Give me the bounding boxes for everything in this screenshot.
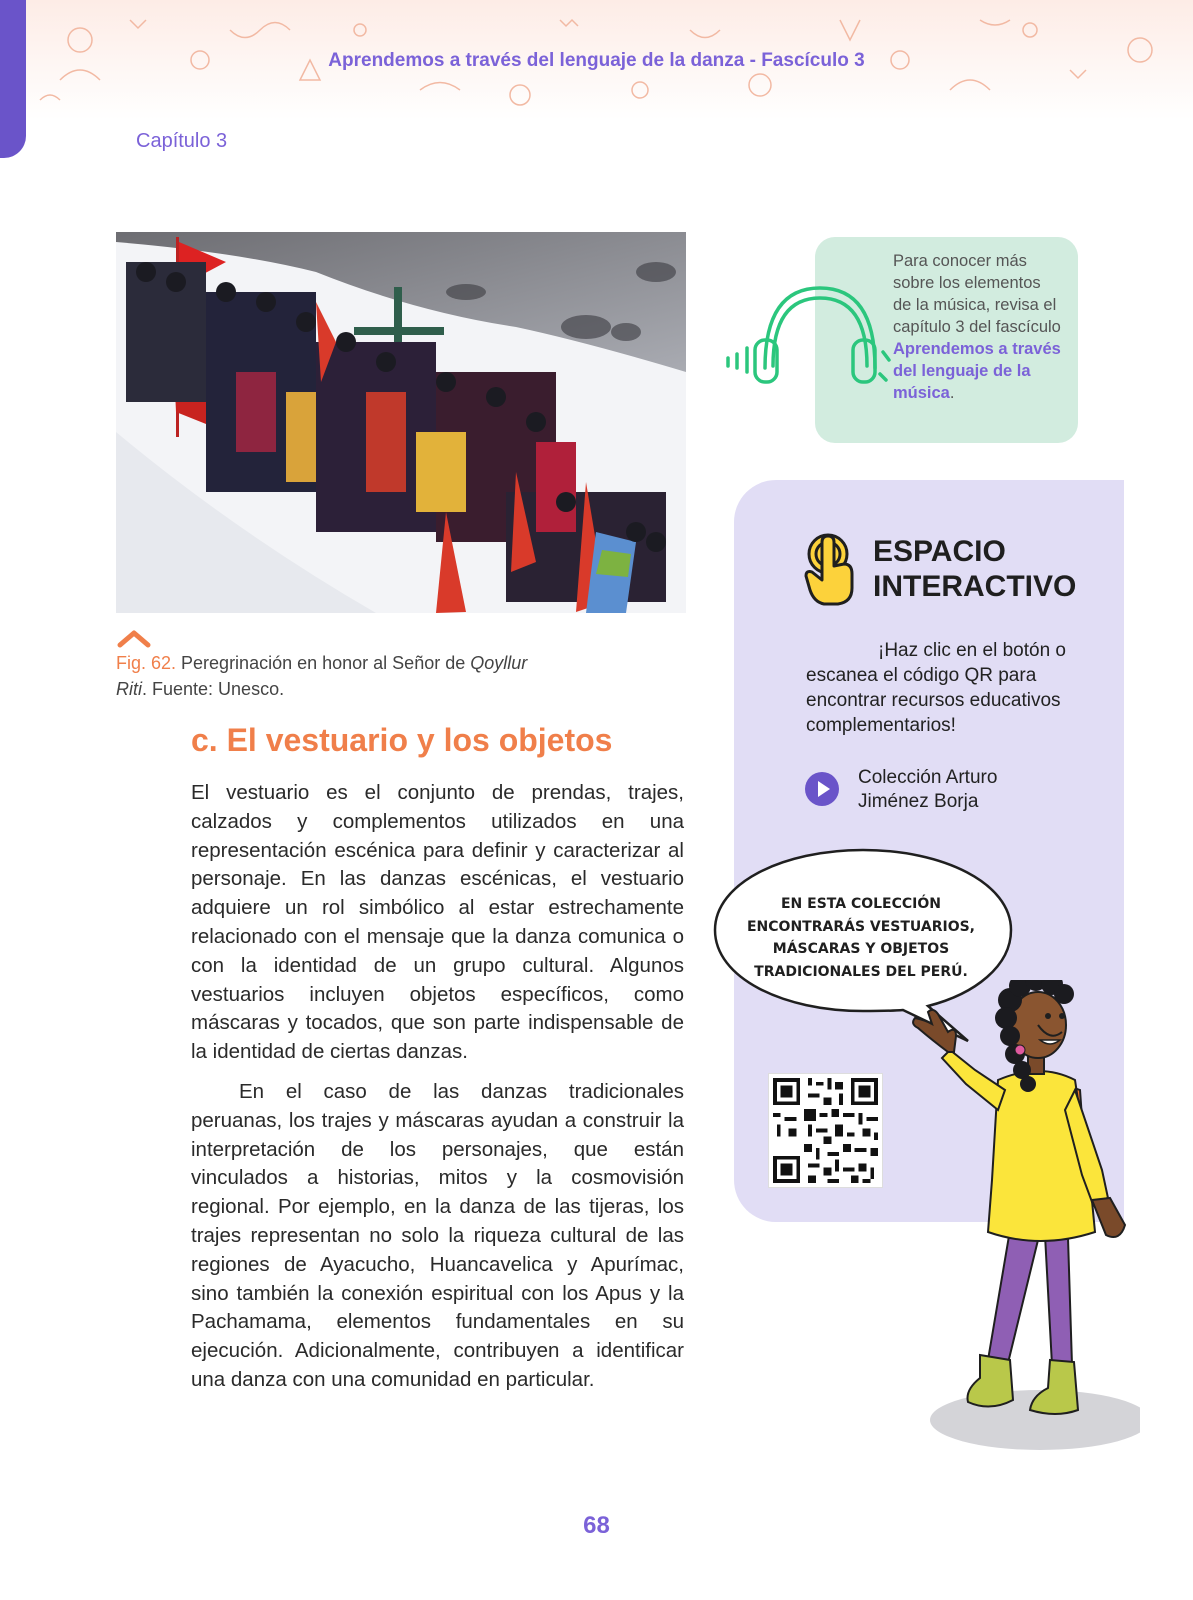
caption-source: . Fuente: Unesco. [142, 679, 285, 699]
chapter-tab [0, 0, 26, 158]
play-button[interactable] [805, 772, 839, 806]
speech-bubble-text: EN ESTA COLECCIÓN ENCONTRARÁS VESTUARIOS, MÁSCARAS Y OBJETOS TRADICIONALES DEL PERÚ. [746, 896, 975, 980]
body-paragraph-2: En el caso de las danzas tradicionales peruanas, los trajes y máscaras ayudan a construir la interpretación de los personajes, que están vinculados a historias, mitos y la cosmovisión regional. Por ejemplo, en la danza de las tijeras, los trajes representan no solo la riqueza cultural de las regiones de Ayacucho, Huancavelica y Apurímac, sino también la conexión espiritual con los Apus y la Pachamama, elementos fundamentales en su ejecución. Adicionalmente, contribuyen a identificar una danza con una comunidad en particular. [191, 1080, 684, 1391]
tip-end: . [949, 384, 955, 402]
pilgrimage-photo [116, 232, 686, 613]
page-number: 68 [583, 1512, 610, 1539]
section-title: c. El vestuario y los objetos [191, 722, 613, 758]
interactive-title: ESPACIO INTERACTIVO [873, 535, 1077, 603]
music-fascicle-link[interactable]: Aprendemos a través del lenguaje de la música [893, 340, 1061, 402]
chevron-up-icon [117, 628, 151, 648]
caption-italic: Qoyllur Riti [116, 653, 528, 699]
instructions-text: ¡Haz clic en el botón o escanea el código QR para encontrar recursos educativos complementarios! [806, 640, 1066, 736]
collection-link[interactable]: Colección Arturo Jiménez Borja [858, 767, 998, 812]
tip-intro: Para conocer más sobre los elementos de la música, revisa el capítulo 3 del fascículo [893, 252, 1061, 336]
interactive-instructions [806, 638, 1091, 738]
qr-pattern [769, 1074, 882, 1187]
headphones-icon [725, 278, 895, 408]
hand-tap-icon [800, 530, 860, 610]
caption-text: Peregrinación en honor al Señor de [176, 653, 471, 673]
tip-text [893, 250, 1063, 404]
girl-illustration [870, 980, 1140, 1460]
figure-number: Fig. 62. [116, 653, 177, 673]
figure-caption [116, 650, 536, 702]
body-paragraph-1: El vestuario es el conjunto de prendas, trajes, calzados y complementos utilizados en una representación escénica para definir y caracterizar al personaje. En las danzas escénicas, el vestuario adquiere un rol simbólico al estar estrechamente relacionado con el mensaje que la danza comunica o con la identidad de un grupo cultural. Algunos vestuarios incluyen objetos específicos, como máscaras y tocados, que son parte indispensable de la identidad de ciertas danzas. [191, 781, 684, 1064]
header-title: Aprendemos a través del lenguaje de la danza - Fascículo 3 [328, 50, 865, 71]
pilgrimage-illustration [116, 232, 686, 613]
chapter-label: Capítulo 3 [136, 130, 228, 152]
qr-code[interactable] [769, 1074, 882, 1187]
